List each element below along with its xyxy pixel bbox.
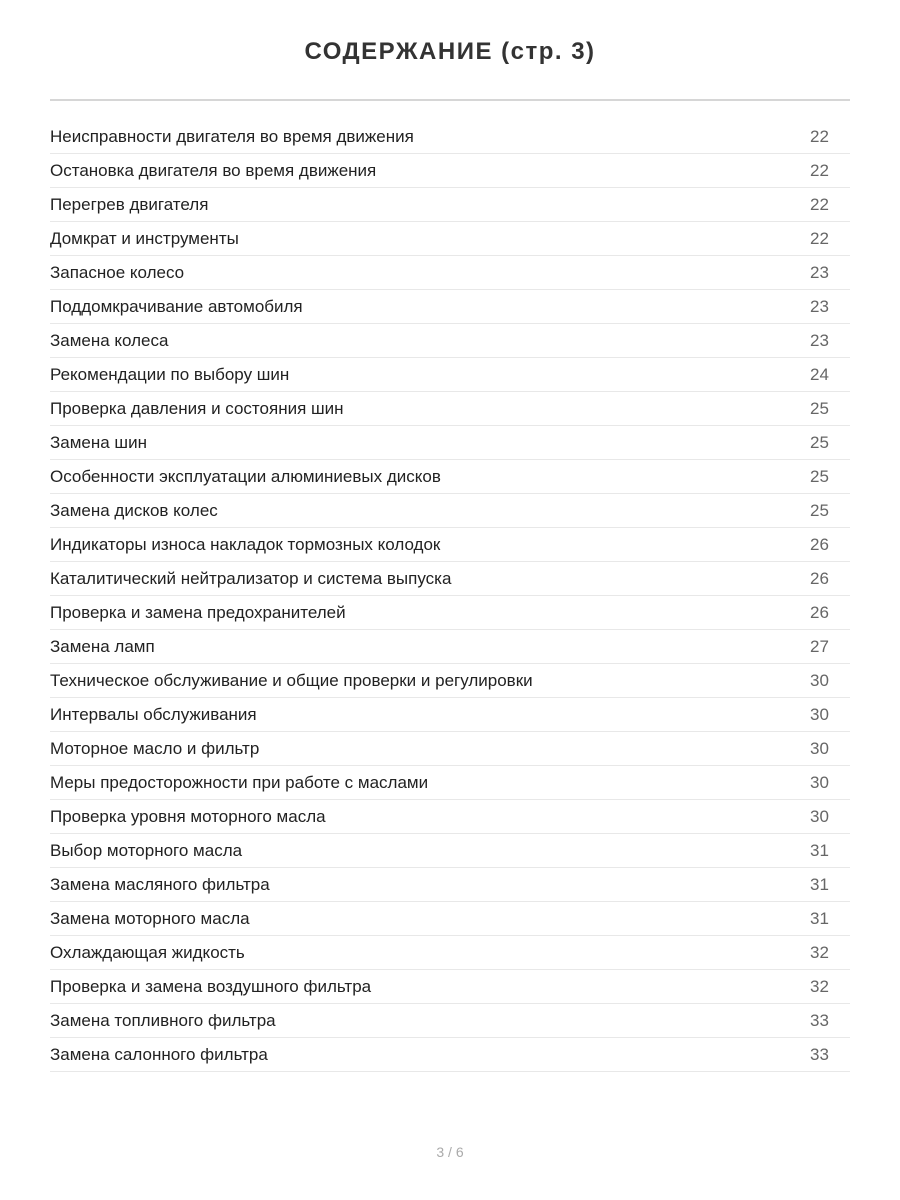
toc-entry-page-number: 22: [810, 194, 829, 214]
toc-entry[interactable]: [50, 324, 850, 358]
toc-entry-title: Индикаторы износа накладок тормозных колодок: [50, 534, 441, 554]
toc-entry-title: Проверка давления и состояния шин: [50, 398, 344, 418]
toc-entry-title: Техническое обслуживание и общие проверки и регулировки: [50, 670, 533, 690]
toc-entry[interactable]: [50, 936, 850, 970]
toc-entry-title: Интервалы обслуживания: [50, 704, 257, 724]
toc-entry[interactable]: [50, 596, 850, 630]
toc-entry-title: Домкрат и инструменты: [50, 228, 239, 248]
toc-entry-page-number: 31: [810, 840, 829, 860]
toc-entry[interactable]: [50, 290, 850, 324]
toc-entry-title: Замена шин: [50, 432, 147, 452]
toc-entry-page-number: 23: [810, 296, 829, 316]
toc-entry-title: Проверка и замена воздушного фильтра: [50, 976, 372, 996]
toc-entry-page-number: 33: [810, 1044, 829, 1064]
toc-entry-page-number: 31: [810, 908, 829, 928]
toc-entry[interactable]: [50, 630, 850, 664]
toc-entry-page-number: 22: [810, 228, 829, 248]
toc-entry[interactable]: [50, 222, 850, 256]
title-divider: [50, 99, 850, 101]
toc-entry-page-number: 30: [810, 704, 829, 724]
toc-entry-page-number: 31: [810, 874, 829, 894]
toc-entry-page-number: 23: [810, 330, 829, 350]
toc-entry[interactable]: [50, 800, 850, 834]
toc-entry[interactable]: [50, 494, 850, 528]
page-title: СОДЕРЖАНИЕ (стр. 3): [304, 38, 596, 65]
toc-entry-page-number: 25: [810, 398, 829, 418]
table-of-contents: [50, 120, 850, 1072]
toc-entry-page-number: 22: [810, 126, 829, 146]
toc-entry[interactable]: [50, 902, 850, 936]
toc-entry-page-number: 32: [810, 976, 829, 996]
toc-entry[interactable]: [50, 834, 850, 868]
toc-entry-title: Выбор моторного масла: [50, 840, 243, 860]
toc-entry[interactable]: [50, 188, 850, 222]
toc-entry[interactable]: [50, 664, 850, 698]
toc-entry[interactable]: [50, 970, 850, 1004]
toc-entry[interactable]: [50, 426, 850, 460]
toc-entry-page-number: 30: [810, 772, 829, 792]
toc-entry-title: Каталитический нейтрализатор и система выпуска: [50, 568, 452, 588]
toc-entry-page-number: 26: [810, 602, 829, 622]
toc-entry-title: Меры предосторожности при работе с маслами: [50, 772, 429, 792]
toc-entry[interactable]: [50, 120, 850, 154]
toc-entry-page-number: 32: [810, 942, 829, 962]
toc-entry-title: Замена дисков колес: [50, 500, 218, 520]
toc-entry[interactable]: [50, 154, 850, 188]
toc-entry-page-number: 26: [810, 534, 829, 554]
toc-entry[interactable]: [50, 732, 850, 766]
toc-entry-title: Моторное масло и фильтр: [50, 738, 260, 758]
toc-entry-title: Неисправности двигателя во время движения: [50, 126, 414, 146]
toc-entry-title: Замена моторного масла: [50, 908, 250, 928]
toc-entry-title: Проверка и замена предохранителей: [50, 602, 346, 622]
toc-entry-title: Поддомкрачивание автомобиля: [50, 296, 303, 316]
toc-entry-page-number: 26: [810, 568, 829, 588]
toc-entry[interactable]: [50, 562, 850, 596]
toc-entry-title: Запасное колесо: [50, 262, 185, 282]
toc-entry-page-number: 30: [810, 670, 829, 690]
toc-entry[interactable]: [50, 1038, 850, 1072]
toc-entry-title: Проверка уровня моторного масла: [50, 806, 326, 826]
toc-entry-title: Замена салонного фильтра: [50, 1044, 268, 1064]
toc-entry-title: Замена топливного фильтра: [50, 1010, 276, 1030]
toc-entry[interactable]: [50, 460, 850, 494]
toc-entry-title: Особенности эксплуатации алюминиевых дисков: [50, 466, 441, 486]
toc-entry[interactable]: [50, 528, 850, 562]
toc-entry-page-number: 33: [810, 1010, 829, 1030]
toc-entry[interactable]: [50, 1004, 850, 1038]
toc-entry-page-number: 25: [810, 500, 829, 520]
toc-entry[interactable]: [50, 698, 850, 732]
toc-entry-page-number: 24: [810, 364, 829, 384]
toc-entry[interactable]: [50, 256, 850, 290]
toc-entry-page-number: 22: [810, 160, 829, 180]
toc-entry-page-number: 27: [810, 636, 829, 656]
toc-entry[interactable]: [50, 766, 850, 800]
toc-entry-page-number: 25: [810, 432, 829, 452]
toc-entry-title: Перегрев двигателя: [50, 194, 209, 214]
toc-entry-title: Охлаждающая жидкость: [50, 942, 245, 962]
toc-entry[interactable]: [50, 868, 850, 902]
toc-entry[interactable]: [50, 358, 850, 392]
toc-entry-title: Остановка двигателя во время движения: [50, 160, 377, 180]
toc-entry[interactable]: [50, 392, 850, 426]
toc-entry-title: Замена колеса: [50, 330, 169, 350]
toc-entry-page-number: 30: [810, 738, 829, 758]
toc-entry-title: Замена масляного фильтра: [50, 874, 270, 894]
toc-entry-page-number: 30: [810, 806, 829, 826]
toc-entry-title: Замена ламп: [50, 636, 155, 656]
toc-entry-page-number: 25: [810, 466, 829, 486]
toc-entry-page-number: 23: [810, 262, 829, 282]
toc-entry-title: Рекомендации по выбору шин: [50, 364, 290, 384]
page-counter: 3 / 6: [436, 1144, 464, 1160]
